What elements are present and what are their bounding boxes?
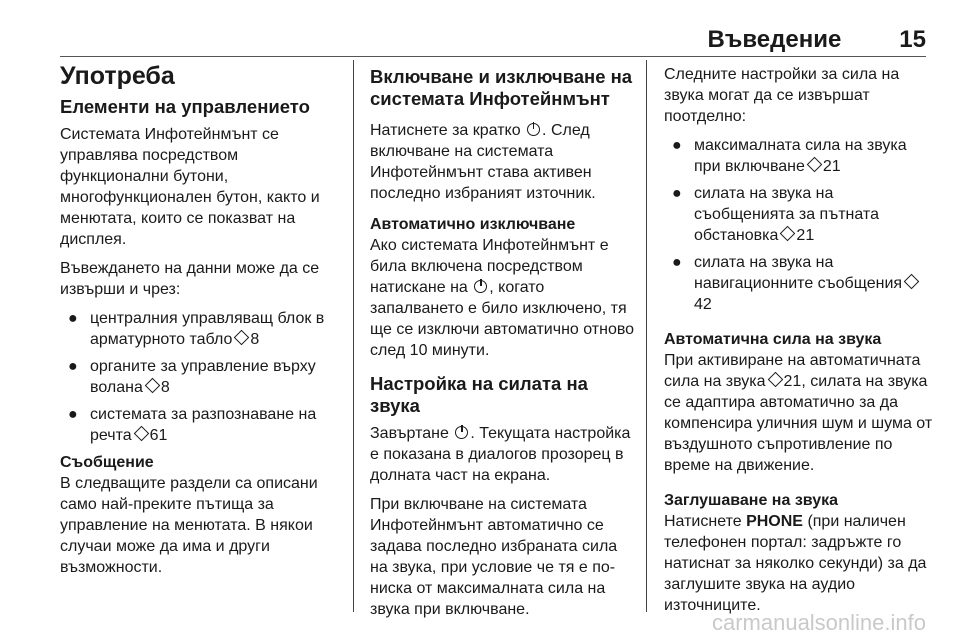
section-title-power: Включване и изключване на системата Инфотейнмънт <box>370 66 633 109</box>
section-title-volume: Настройка на силата на звука <box>370 373 588 416</box>
page-number: 15 <box>899 26 926 53</box>
bullet-icon: ● <box>672 254 682 271</box>
list-item-text: силата на звука на съобщенията за пътната обстановка <box>694 185 879 244</box>
controls-paragraph: Системата Инфотейнмънт се управлява посредством функционални бутони, многофункционален бутон, както и менютата, които се показват на дисплея. <box>60 126 320 248</box>
bullet-icon: ● <box>68 406 78 423</box>
page-ref-link[interactable]: 21 <box>796 227 815 244</box>
avc-text-b: , силата на звука се адаптира автоматично за да компенсира уличния шум и шума от въздушното съпротивление по време на движение. <box>664 373 933 474</box>
page-ref-arrow-icon <box>904 274 920 290</box>
volume-text-a: Завъртане <box>370 425 449 442</box>
list-item <box>664 135 936 177</box>
page-ref-arrow-icon <box>133 426 149 442</box>
bullet-icon: ● <box>672 137 682 154</box>
list-item <box>60 404 348 446</box>
header-rule <box>60 56 926 57</box>
page-ref-arrow-icon <box>780 226 796 242</box>
input-paragraph: Въвеждането на данни може да се извърши и чрез: <box>60 260 320 298</box>
power-paragraph <box>370 120 638 204</box>
list-item <box>60 356 348 398</box>
page-header <box>708 26 927 54</box>
auto-off-text-a: Ако системата Инфотейнмънт е била включена посредством натискане на <box>370 237 609 296</box>
page-ref-link[interactable]: 61 <box>149 427 168 444</box>
page-ref-link[interactable]: 21 <box>822 158 841 175</box>
list-item <box>664 183 936 246</box>
volume-paragraph <box>370 423 638 486</box>
avc-title: Автоматична сила на звука <box>664 331 882 348</box>
header-title: Въведение <box>707 26 842 53</box>
volume-settings-intro: Следните настройки за сила на звука могат да се извършат поотделно: <box>664 66 900 125</box>
bullet-icon: ● <box>68 358 78 375</box>
volume-text-b: . Текущата настройка е показана в диалогов прозорец в долната част на екрана. <box>370 425 631 484</box>
watermark: carmanualsonline.info <box>711 610 926 635</box>
auto-off-paragraph <box>370 235 638 361</box>
mute-text-b: (при наличен телефонен портал: задръжте го натиснат за няколко секунди) за да заглушите звука на аудио източниците. <box>664 513 927 614</box>
mute-paragraph <box>664 511 936 616</box>
list-item <box>664 252 936 315</box>
note-title: Съобщение <box>60 454 154 471</box>
page-ref-arrow-icon <box>145 378 161 394</box>
avc-paragraph <box>664 350 936 476</box>
mute-title: Заглушаване на звука <box>664 492 839 509</box>
bullet-icon: ● <box>68 310 78 327</box>
column-divider-2 <box>646 60 647 612</box>
page-ref-arrow-icon <box>807 157 823 173</box>
power-knob-icon <box>474 280 487 293</box>
auto-off-title: Автоматично изключване <box>370 216 576 233</box>
volume-paragraph-2: При включване на системата Инфотейнмънт автоматично се задава последно избраната сила на звука, при условие че тя е по-ниска от максималната сила на звука при включване. <box>370 496 618 618</box>
column-3 <box>664 60 936 624</box>
note-text: В следващите раздели са описани само най-преките пътища за управление на менютата. В някои случаи може да има и други възможности. <box>60 475 318 576</box>
page-ref-link[interactable]: 42 <box>694 296 712 313</box>
page-ref-link[interactable]: 8 <box>250 331 260 348</box>
list-item-text: силата на звука на навигационните съобщения <box>694 254 903 292</box>
column-2 <box>370 60 638 628</box>
volume-knob-icon <box>455 426 468 439</box>
list-item-text: максималната сила на звука при включване <box>694 137 907 175</box>
power-text-a: Натиснете за кратко <box>370 122 521 139</box>
page-ref-link[interactable]: 8 <box>160 379 170 396</box>
bullet-icon: ● <box>672 185 682 202</box>
page-ref-link[interactable]: 21 <box>783 373 802 390</box>
auto-off-text-b: , когато запалването е било изключено, тя ще се изключи автоматично отново след 10 минути. <box>370 279 635 359</box>
column-1 <box>60 60 348 586</box>
power-knob-icon <box>527 123 540 136</box>
list-item <box>60 308 348 350</box>
avc-text-a: При активиране на автоматичната сила на звука <box>664 352 921 390</box>
page-ref-arrow-icon <box>234 330 250 346</box>
list-item-text: системата за разпознаване на речта <box>90 406 317 444</box>
section-title-usage: Употреба <box>60 62 175 90</box>
power-text-b: . След включване на системата Инфотейнмънт става активен последно избраният източник. <box>370 122 596 202</box>
phone-button-label: PHONE <box>746 513 803 530</box>
page-ref-arrow-icon <box>767 372 783 388</box>
column-divider-1 <box>353 60 354 612</box>
mute-text-a: Натиснете <box>664 513 742 530</box>
list-item-text: органите за управление върху волана <box>90 358 316 396</box>
list-item-text: централния управляващ блок в арматурното табло <box>90 310 325 348</box>
subsection-title-controls: Елементи на управлението <box>60 96 310 117</box>
